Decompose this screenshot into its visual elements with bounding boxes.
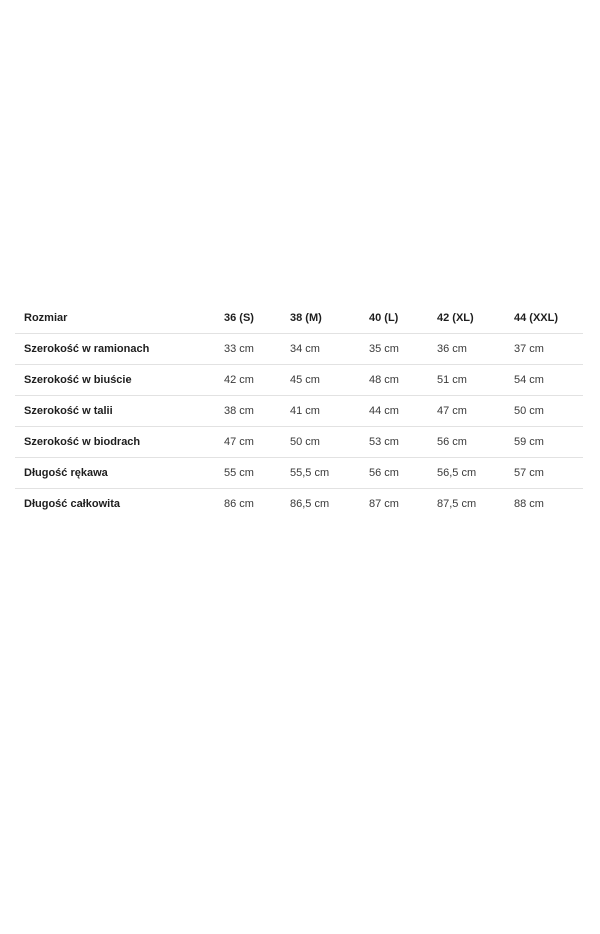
row-label-bust-width: Szerokość w biuście xyxy=(15,365,224,396)
cell-value: 57 cm xyxy=(514,458,583,489)
cell-value: 50 cm xyxy=(290,427,369,458)
row-label-sleeve-length: Długość rękawa xyxy=(15,458,224,489)
header-size-42-xl: 42 (XL) xyxy=(437,303,514,334)
cell-value: 56,5 cm xyxy=(437,458,514,489)
cell-value: 48 cm xyxy=(369,365,437,396)
cell-value: 50 cm xyxy=(514,396,583,427)
cell-value: 56 cm xyxy=(369,458,437,489)
cell-value: 34 cm xyxy=(290,334,369,365)
header-size-40-l: 40 (L) xyxy=(369,303,437,334)
row-label-total-length: Długość całkowita xyxy=(24,498,120,510)
cell-value: 47 cm xyxy=(224,427,290,458)
table-header-row xyxy=(15,303,583,334)
cell-value: 55,5 cm xyxy=(290,458,369,489)
header-size-label: Rozmiar xyxy=(15,303,224,334)
cell-value: 56 cm xyxy=(437,427,514,458)
cell-value: 47 cm xyxy=(437,396,514,427)
table-row xyxy=(15,458,583,489)
row-label-waist-width: Szerokość w talii xyxy=(15,396,224,427)
header-size-36-s: 36 (S) xyxy=(224,303,290,334)
cell-value: 41 cm xyxy=(290,396,369,427)
cell-value: 59 cm xyxy=(514,427,583,458)
cell-value: 87 cm xyxy=(369,498,399,510)
table-row xyxy=(15,396,583,427)
cell-value: 42 cm xyxy=(224,365,290,396)
header-size-38-m: 38 (M) xyxy=(290,303,369,334)
cell-value: 87,5 cm xyxy=(437,498,477,510)
cell-value: 45 cm xyxy=(290,365,369,396)
cell-value: 53 cm xyxy=(369,427,437,458)
cell-value: 54 cm xyxy=(514,365,583,396)
row-label-hip-width: Szerokość w biodrach xyxy=(15,427,224,458)
cell-value: 88 cm xyxy=(514,498,544,510)
cell-value: 37 cm xyxy=(514,334,583,365)
cell-value: 86,5 cm xyxy=(290,498,330,510)
header-size-44-xxl: 44 (XXL) xyxy=(514,303,583,334)
cell-value: 35 cm xyxy=(369,334,437,365)
size-chart-table xyxy=(15,303,583,519)
cell-value: 51 cm xyxy=(437,365,514,396)
table-row xyxy=(15,365,583,396)
cell-value: 44 cm xyxy=(369,396,437,427)
cell-value: 86 cm xyxy=(224,498,254,510)
cell-value: 55 cm xyxy=(224,458,290,489)
table-row xyxy=(15,427,583,458)
row-label-shoulder-width: Szerokość w ramionach xyxy=(15,334,224,365)
table-row xyxy=(15,334,583,365)
cell-value: 33 cm xyxy=(224,334,290,365)
table-row xyxy=(15,489,583,520)
cell-value: 36 cm xyxy=(437,334,514,365)
cell-value: 38 cm xyxy=(224,396,290,427)
